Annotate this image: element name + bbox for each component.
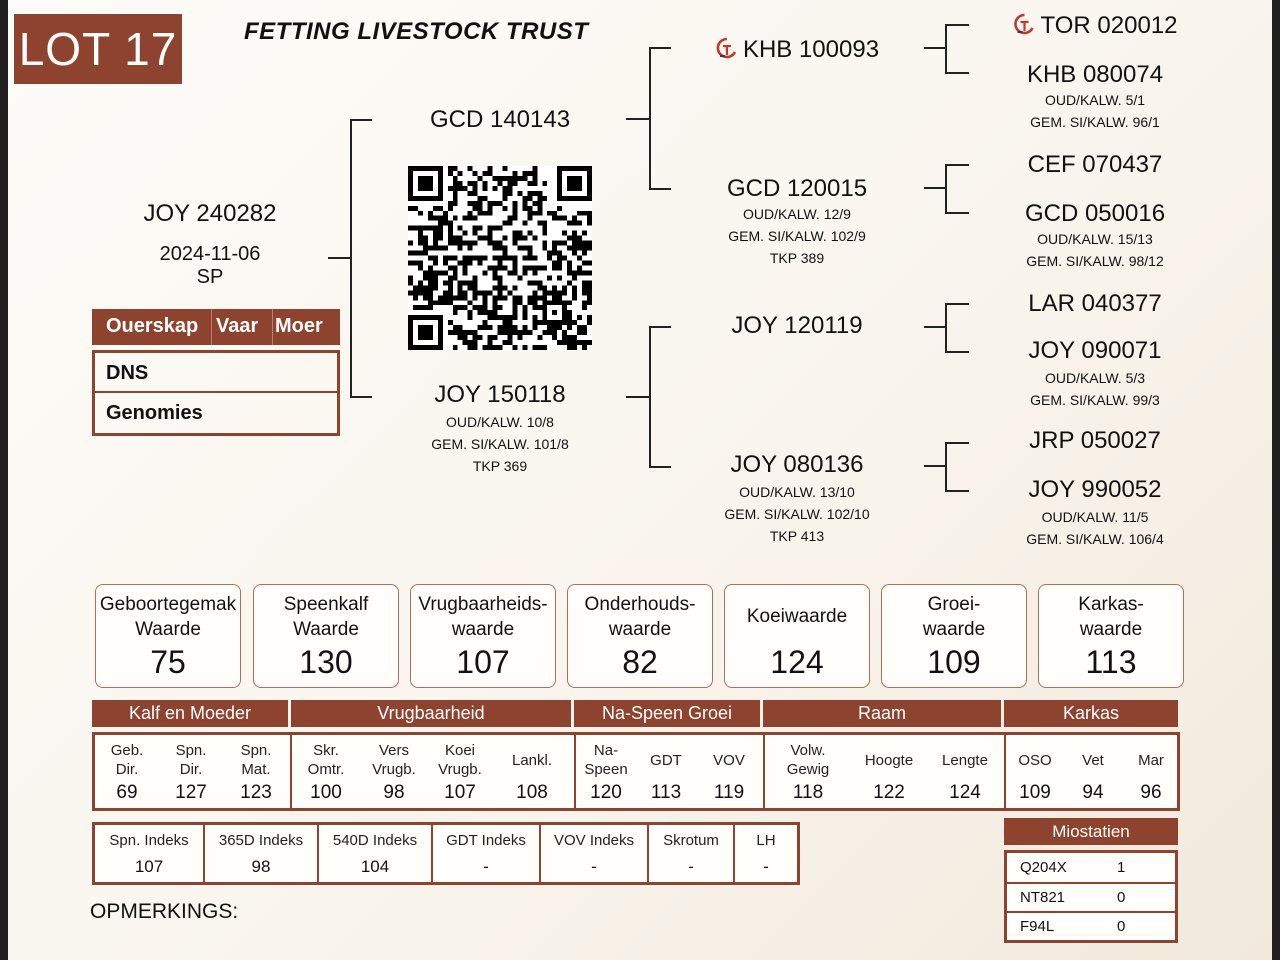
trait-cell: Koei Vrugb. 107 [438, 742, 482, 803]
card-value: 107 [456, 644, 510, 680]
ggp-sss-name: TOR 020012 [1040, 12, 1178, 39]
trait-cell: Spn. Dir. 127 [175, 742, 207, 803]
card-value: 124 [770, 644, 824, 680]
maternal-granddam-line-2: GEM. SI/KALW. 102/10 [724, 506, 870, 522]
ggp-ssd-line-1: OUD/KALW. 5/1 [1044, 92, 1146, 108]
pedigree-line [626, 118, 650, 120]
pedigree-line [649, 47, 651, 189]
maternal-grandsire-name: JOY 120119 [731, 312, 863, 339]
paternal-granddam-line-2: GEM. SI/KALW. 102/9 [728, 228, 866, 244]
trait-cell: Vers Vrugb. 98 [372, 742, 416, 803]
group-calf-dam: Kalf en Moeder [92, 700, 288, 727]
card-value: 75 [150, 644, 186, 680]
ggp-sds-name: CEF 070437 [1027, 151, 1163, 178]
pedigree-line [649, 188, 671, 190]
card-birth-ease [95, 584, 241, 688]
pedigree-line [626, 396, 650, 398]
card-title: Geboortegemak Waarde [99, 594, 237, 640]
card-title: Speenkalf Waarde [283, 594, 369, 640]
dns-row: DNS [95, 353, 337, 393]
card-maintenance [567, 584, 713, 688]
pedigree-line [649, 47, 671, 49]
index-cell: VOV Indeks - [553, 832, 635, 876]
trait-cell: Na- Speen 120 [584, 742, 628, 803]
dam-line-1: OUD/KALW. 10/8 [446, 414, 554, 430]
dam-line-2: GEM. SI/KALW. 101/8 [431, 436, 569, 452]
header-divider [211, 309, 212, 345]
pedigree-line [945, 24, 969, 26]
index-cell: GDT Indeks - [446, 832, 526, 876]
trait-cell: OSO 109 [1018, 752, 1052, 803]
group-post-wean: Na-Speen Groei [574, 700, 760, 727]
trait-cell: Geb. Dir. 69 [110, 742, 144, 803]
lot-number: LOT 17 [14, 14, 182, 84]
paternal-grandsire [715, 36, 879, 64]
paternal-grandsire-name: KHB 100093 [742, 36, 880, 63]
parentage-col-label: Ouerskap [106, 315, 199, 337]
card-title: Onderhouds- waarde [584, 594, 696, 640]
group-frame: Raam [763, 700, 1001, 727]
animal-name: JOY 240282 [143, 200, 277, 227]
pedigree-line [924, 326, 946, 328]
ggp-dss-name: LAR 040377 [1028, 290, 1162, 317]
sale-page [8, 0, 1272, 960]
group-fertility: Vrugbaarheid [291, 700, 571, 727]
ggp-dsd-line-1: OUD/KALW. 5/3 [1044, 370, 1146, 386]
myostatin-table [1004, 850, 1178, 943]
index-cell: 540D Indeks 104 [332, 832, 418, 876]
pedigree-line [649, 466, 671, 468]
index-cell: Spn. Indeks 107 [109, 832, 189, 876]
genomics-row: Genomies [106, 402, 203, 424]
pedigree-line [350, 119, 352, 397]
trait-cell: Lengte 124 [942, 752, 988, 803]
stud-logo-icon [1013, 13, 1037, 35]
ggp-sss [1013, 12, 1178, 40]
dam-name: JOY 150118 [434, 381, 566, 408]
pedigree-line [945, 212, 969, 214]
pedigree-line [649, 326, 651, 467]
pedigree-line [328, 257, 350, 259]
pedigree-line [350, 396, 372, 398]
ggp-ddd-name: JOY 990052 [1028, 476, 1162, 503]
card-weaner [253, 584, 399, 688]
ggp-ssd-line-2: GEM. SI/KALW. 96/1 [1030, 114, 1160, 130]
pedigree-line [649, 326, 671, 328]
stud-logo-icon [715, 37, 739, 59]
maternal-granddam-line-3: TKP 413 [769, 528, 825, 544]
pedigree-line [945, 442, 947, 491]
ggp-dsd-name: JOY 090071 [1028, 337, 1162, 364]
myostatin-row: F94L 0 [1020, 918, 1126, 935]
index-cell: 365D Indeks 98 [218, 832, 304, 876]
maternal-granddam-name: JOY 080136 [730, 451, 864, 478]
dam-line-3: TKP 369 [472, 458, 528, 474]
pedigree-line [924, 465, 946, 467]
ggp-sdd-line-1: OUD/KALW. 15/13 [1037, 231, 1153, 247]
ggp-dsd-line-2: GEM. SI/KALW. 99/3 [1030, 392, 1160, 408]
pedigree-line [945, 442, 969, 444]
pedigree-line [924, 47, 946, 49]
card-growth [881, 584, 1027, 688]
trait-cell: Mar 96 [1138, 752, 1164, 803]
card-value: 130 [299, 644, 353, 680]
card-cow-value [724, 584, 870, 688]
pedigree-line [945, 303, 947, 352]
paternal-granddam-line-1: OUD/KALW. 12/9 [743, 206, 851, 222]
myostatin-header: Miostatien [1004, 818, 1178, 845]
breeder-name: FETTING LIVESTOCK TRUST [244, 18, 589, 45]
pedigree-line [945, 351, 969, 353]
animal-date: 2024-11-06 [159, 243, 261, 265]
card-value: 82 [622, 644, 658, 680]
remarks-label: OPMERKINGS: [90, 900, 239, 923]
card-title: Karkas- waarde [1078, 594, 1144, 640]
trait-cell: Lankl. 108 [511, 752, 553, 803]
trait-cell: Spn. Mat. 123 [240, 742, 272, 803]
ggp-sdd-line-2: GEM. SI/KALW. 98/12 [1026, 253, 1164, 269]
card-title: Vrugbaarheids- waarde [418, 594, 548, 640]
ggp-dds-name: JRP 050027 [1029, 427, 1161, 454]
trait-cell: Volw. Gewig 118 [786, 742, 830, 803]
group-carcass: Karkas [1004, 700, 1178, 727]
ggp-ssd-name: KHB 080074 [1026, 61, 1164, 88]
card-fertility [410, 584, 556, 688]
pedigree-line [945, 164, 969, 166]
header-divider [272, 309, 273, 345]
ebv-table [92, 732, 1180, 811]
card-value: 109 [927, 644, 981, 680]
pedigree-line [945, 24, 947, 73]
animal-sex: SP [196, 266, 224, 288]
pedigree-line [945, 164, 947, 213]
index-cell: Skrotum - [663, 832, 719, 876]
paternal-granddam-name: GCD 120015 [726, 175, 868, 202]
trait-cell: Skr. Omtr. 100 [307, 742, 345, 803]
index-table [92, 822, 800, 885]
paternal-granddam-line-3: TKP 389 [769, 250, 825, 266]
trait-cell: Hoogte 122 [864, 752, 914, 803]
parentage-box [92, 350, 340, 436]
pedigree-line [945, 72, 969, 74]
ggp-ddd-line-2: GEM. SI/KALW. 106/4 [1026, 531, 1164, 547]
pedigree-line [350, 119, 372, 121]
ggp-ddd-line-1: OUD/KALW. 11/5 [1041, 509, 1149, 525]
pedigree-line [945, 490, 969, 492]
maternal-granddam-line-1: OUD/KALW. 13/10 [739, 484, 855, 500]
qr-code[interactable] [408, 166, 592, 350]
card-title: Groei- waarde [922, 594, 986, 640]
index-cell: LH - [756, 832, 776, 876]
sire-name: GCD 140143 [429, 106, 571, 133]
card-title: Koeiwaarde [746, 606, 848, 627]
card-carcass [1038, 584, 1184, 688]
dam-col-label: Moer [275, 315, 323, 337]
myostatin-row: NT821 0 [1020, 889, 1126, 906]
ggp-sdd-name: GCD 050016 [1024, 200, 1166, 227]
parentage-header [92, 309, 340, 345]
trait-cell: Vet 94 [1082, 752, 1104, 803]
pedigree-line [924, 187, 946, 189]
trait-cell: VOV 119 [713, 752, 745, 803]
trait-cell: GDT 113 [650, 752, 682, 803]
sire-col-label: Vaar [216, 315, 259, 337]
card-value: 113 [1085, 644, 1137, 680]
pedigree-line [945, 303, 969, 305]
myostatin-row: Q204X 1 [1020, 859, 1126, 876]
